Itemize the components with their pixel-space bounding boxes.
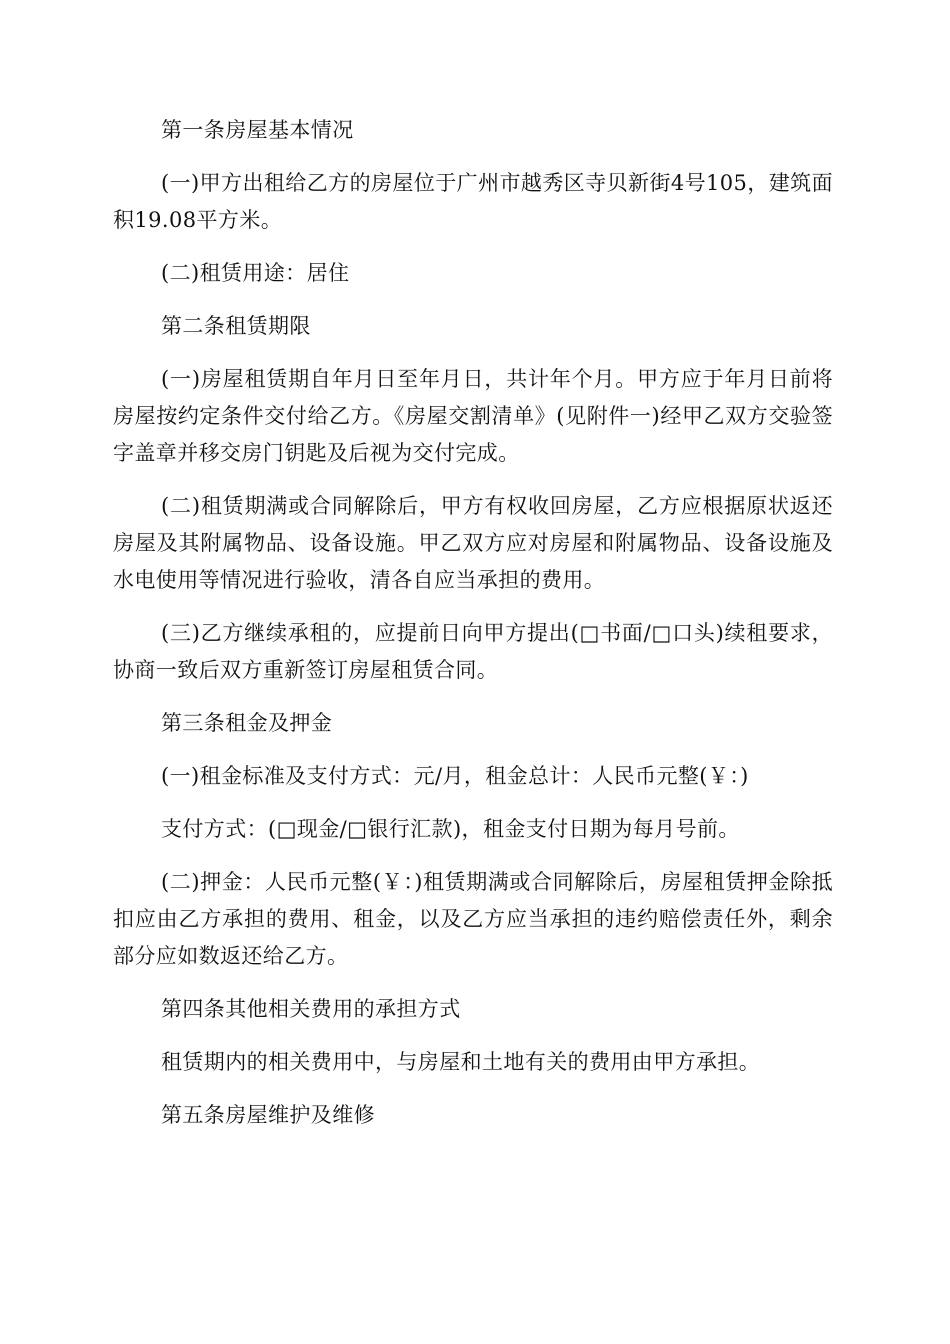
article-3-clause-1: (一)租金标准及支付方式：元/月，租金总计：人民币元整(￥：) bbox=[161, 764, 749, 788]
article-4-clause: 租赁期内的相关费用中，与房屋和土地有关的费用由甲方承担。 bbox=[161, 1050, 761, 1074]
article-1-heading: 第一条房屋基本情况 bbox=[161, 118, 354, 142]
article-3-clause-2: (二)押金：人民币元整(￥：)租赁期满或合同解除后，房屋租赁押金除抵扣应由乙方承担的费用、租金，以及乙方应当承担的违约赔偿责任外，剩余部分应如数返还给乙方。 bbox=[113, 870, 833, 968]
document-body bbox=[113, 112, 833, 1150]
article-2-clause-2: (二)租赁期满或合同解除后，甲方有权收回房屋，乙方应根据原状返还房屋及其附属物品、设备设施。甲乙双方应对房屋和附属物品、设备设施及水电使用等情况进行验收，清各自应当承担的费用。 bbox=[113, 494, 833, 592]
article-1-clause-1: (一)甲方出租给乙方的房屋位于广州市越秀区寺贝新街4号105，建筑面积19.08平方米。 bbox=[113, 171, 833, 232]
article-2-heading: 第二条租赁期限 bbox=[161, 314, 311, 338]
article-3-payment-method: 支付方式：(□现金/□银行汇款)，租金支付日期为每月号前。 bbox=[161, 817, 740, 841]
article-1-clause-2: (二)租赁用途：居住 bbox=[161, 261, 350, 285]
article-2-clause-1: (一)房屋租赁期自年月日至年月日，共计年个月。甲方应于年月日前将房屋按约定条件交付给乙方。《房屋交割清单》(见附件一)经甲乙双方交验签字盖章并移交房门钥匙及后视为交付完成。 bbox=[113, 367, 833, 465]
article-4-heading: 第四条其他相关费用的承担方式 bbox=[161, 997, 461, 1021]
article-5-heading: 第五条房屋维护及维修 bbox=[161, 1103, 375, 1127]
article-3-heading: 第三条租金及押金 bbox=[161, 711, 333, 735]
article-2-clause-3: (三)乙方继续承租的，应提前日向甲方提出(□书面/□口头)续租要求，协商一致后双方重新签订房屋租赁合同。 bbox=[113, 621, 833, 682]
